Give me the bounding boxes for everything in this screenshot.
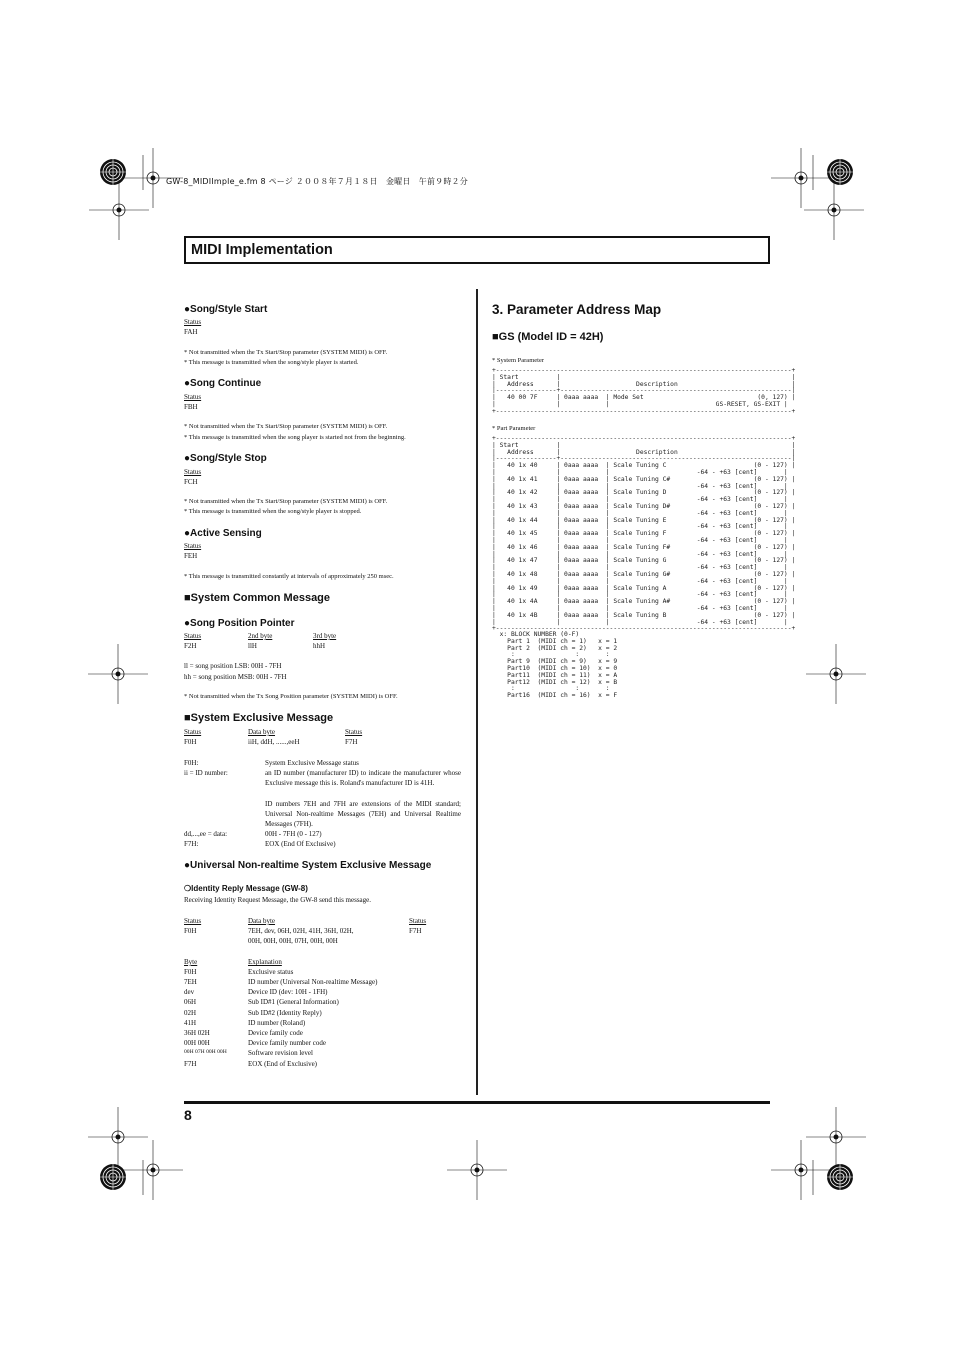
explanation-cell: Sub ID#1 (General Information)	[248, 998, 339, 1006]
system-exclusive-heading: ■System Exclusive Message	[184, 712, 334, 724]
page-title-box	[184, 236, 770, 264]
file-header: GW-8_MIDIImple_e.fm 8 ページ ２００８年７月１８日 金曜日 午前９時２分	[166, 177, 468, 186]
byte-cell: F0H	[184, 968, 197, 976]
note: * This message is transmitted when the song/style player is stopped.	[184, 508, 362, 515]
explanation-cell: Device ID (dev: 10H - 1FH)	[248, 988, 328, 996]
def-term: F0H:	[184, 759, 199, 767]
col-label: Status	[184, 632, 202, 640]
identity-reply-heading: ❍Identity Reply Message (GW-8)	[184, 884, 308, 893]
gs-model-heading: ■GS (Model ID = 42H)	[492, 331, 604, 343]
explanation-cell: ID number (Roland)	[248, 1019, 306, 1027]
col-label: Status	[184, 728, 202, 736]
byte-cell: 00H 00H	[184, 1039, 210, 1047]
note: * This message is transmitted when the song/style player is started.	[184, 359, 359, 366]
byte-label: Byte	[184, 958, 198, 966]
byte-cell: dev	[184, 988, 195, 996]
col-value: hhH	[313, 642, 326, 650]
def-term: F7H:	[184, 840, 199, 848]
part-parameter-label: * Part Parameter	[492, 425, 536, 432]
song-style-stop-heading: ●Song/Style Stop	[184, 453, 267, 464]
system-common-heading: ■System Common Message	[184, 592, 331, 604]
status-value: FCH	[184, 478, 198, 486]
explanation-cell: Device family code	[248, 1029, 303, 1037]
col-value: F0H	[184, 738, 197, 746]
col-label: 2nd byte	[248, 632, 273, 640]
byte-cell: F7H	[184, 1060, 197, 1068]
byte-cell: 06H	[184, 998, 197, 1006]
page-number: 8	[184, 1107, 192, 1123]
note: * Not transmitted when the Tx Start/Stop parameter (SYSTEM MIDI) is OFF.	[184, 423, 388, 430]
status-label: Status	[184, 468, 202, 476]
status-value: FEH	[184, 552, 198, 560]
data-line: 7EH, dev, 06H, 02H, 41H, 36H, 02H,	[248, 927, 354, 935]
byte-cell: 7EH	[184, 978, 197, 986]
explanation-cell: Sub ID#2 (Identity Reply)	[248, 1009, 322, 1017]
note: * This message is transmitted when the song player is started not from the beginning.	[184, 434, 406, 441]
col-label: Data byte	[248, 917, 276, 925]
def-desc: EOX (End Of Exclusive)	[265, 840, 336, 848]
col-label: Status	[409, 917, 427, 925]
identity-reply-description: Receiving Identity Request Message, the GW-8 send this message.	[184, 896, 372, 904]
song-style-start-heading: ●Song/Style Start	[184, 304, 268, 315]
song-continue-heading: ●Song Continue	[184, 378, 262, 389]
explanation-cell: Software revision level	[248, 1049, 313, 1057]
system-parameter-table: +------------------------------------------------------------------------------+ | Start | | | Address | Description | |----------------+-------------------------------------------------------------| | 40 00 7F | 0aaa aaaa | Mode Set (0, 127) | | | | GS-RESET, GS-EXIT | +------------------------------------------------------------------------------+	[492, 367, 796, 415]
column-divider	[476, 289, 478, 1095]
col-label: 3rd byte	[313, 632, 337, 640]
def-desc: 00H - 7FH (0 - 127)	[265, 830, 322, 838]
explanation-cell: Device family number code	[248, 1039, 326, 1047]
block-number-notes: x: BLOCK NUMBER (0-F) Part 1 (MIDI ch = 1) x = 1 Part 2 (MIDI ch = 2) x = 2 : : : Part 9 (MIDI ch = 9) x = 9 Part10 (MIDI ch = 10) x = 0 Part11 (MIDI ch = 11) x = A Part12 (MIDI ch = 12) x = B : : : Part16 (MIDI ch = 16) x = F	[499, 631, 618, 700]
parameter-address-map-heading: 3. Parameter Address Map	[492, 302, 662, 317]
part-parameter-table: +------------------------------------------------------------------------------+ | Start | | | Address | Description | |----------------+-------------------------------------------------------------| | 40 1x 40 | 0aaa aaaa | Scale Tuning C (0 - 127) | | | | -64 - +63 [cent] | | 40 1x 41 | 0aaa aaaa | Scale Tuning C# (0 - 127) | | | | -64 - +63 [cent] | | 40 1x 42 | 0aaa aaaa | Scale Tuning D (0 - 127) | | | | -64 - +63 [cent] | | 40 1x 43 | 0aaa aaaa | Scale Tuning D# (0 - 127) | | | | -64 - +63 [cent] | | 40 1x 44 | 0aaa aaaa | Scale Tuning E (0 - 127) | | | | -64 - +63 [cent] | | 40 1x 45 | 0aaa aaaa | Scale Tuning F (0 - 127) | | | | -64 - +63 [cent] | | 40 1x 46 | 0aaa aaaa | Scale Tuning F# (0 - 127) | | | | -64 - +63 [cent] | | 40 1x 47 | 0aaa aaaa | Scale Tuning G (0 - 127) | | | | -64 - +63 [cent] | | 40 1x 48 | 0aaa aaaa | Scale Tuning G# (0 - 127) | | | | -64 - +63 [cent] | | 40 1x 49 | 0aaa aaaa | Scale Tuning A (0 - 127) | | | | -64 - +63 [cent] | | 40 1x 4A | 0aaa aaaa | Scale Tuning A# (0 - 127) | | | | -64 - +63 [cent] | | 40 1x 4B | 0aaa aaaa | Scale Tuning B (0 - 127) | | | | -64 - +63 [cent] | +------------------------------------------------------------------------------+	[492, 435, 796, 633]
note: * Not transmitted when the Tx Start/Stop parameter (SYSTEM MIDI) is OFF.	[184, 498, 388, 505]
note: * This message is transmitted constantly at intervals of approximately 250 msec.	[184, 573, 394, 580]
system-parameter-label: * System Parameter	[492, 357, 544, 364]
universal-nonrealtime-heading: ●Universal Non-realtime System Exclusive Message	[184, 860, 432, 871]
explanation-cell: Exclusive status	[248, 968, 294, 976]
status-label: Status	[184, 318, 202, 326]
status-label: Status	[184, 393, 202, 401]
def-term: ii = ID number:	[184, 769, 228, 777]
page-title: MIDI Implementation	[191, 242, 333, 258]
col-value: F2H	[184, 642, 197, 650]
song-position-pointer-heading: ●Song Position Pointer	[184, 618, 295, 629]
status-value: FAH	[184, 328, 198, 336]
def-desc: ID numbers 7EH and 7FH are extensions of the MIDI standard; Universal Non-realtime Messages (7EH) and Universal Realtime Messages (7FH).	[265, 800, 461, 829]
col-label: Status	[184, 917, 202, 925]
col-value: F0H	[184, 927, 197, 935]
note: * Not transmitted when the Tx Song Position parameter (SYSTEM MIDI) is OFF.	[184, 693, 398, 700]
status-value: FBH	[184, 403, 198, 411]
explanation-cell: ID number (Universal Non-realtime Message)	[248, 978, 378, 986]
ll-definition: ll = song position LSB: 00H - 7FH	[184, 662, 282, 670]
explanation-cell: EOX (End of Exclusive)	[248, 1060, 318, 1068]
col-label: Data byte	[248, 728, 276, 736]
note: * Not transmitted when the Tx Start/Stop parameter (SYSTEM MIDI) is OFF.	[184, 349, 388, 356]
byte-cell: 41H	[184, 1019, 197, 1027]
byte-cell: 00H 07H 00H 00H	[184, 1049, 227, 1055]
def-desc: System Exclusive Message status	[265, 759, 359, 767]
footer-rule	[184, 1101, 770, 1104]
col-value: iiH, ddH, ......,eeH	[248, 738, 300, 746]
status-label: Status	[184, 542, 202, 550]
active-sensing-heading: ●Active Sensing	[184, 528, 262, 539]
hh-definition: hh = song position MSB: 00H - 7FH	[184, 673, 287, 681]
byte-cell: 36H 02H	[184, 1029, 210, 1037]
col-value: F7H	[345, 738, 358, 746]
explanation-label: Explanation	[248, 958, 282, 966]
col-label: Status	[345, 728, 363, 736]
byte-cell: 02H	[184, 1009, 197, 1017]
def-term: dd,...,ee = data:	[184, 830, 228, 838]
col-value: llH	[248, 642, 257, 650]
def-desc: an ID number (manufacturer ID) to indicate the manufacturer whose Exclusive message this is. Roland's manufacturer ID is 41H.	[265, 769, 461, 788]
col-value: F7H	[409, 927, 422, 935]
data-line: 00H, 00H, 00H, 07H, 00H, 00H	[248, 937, 338, 945]
